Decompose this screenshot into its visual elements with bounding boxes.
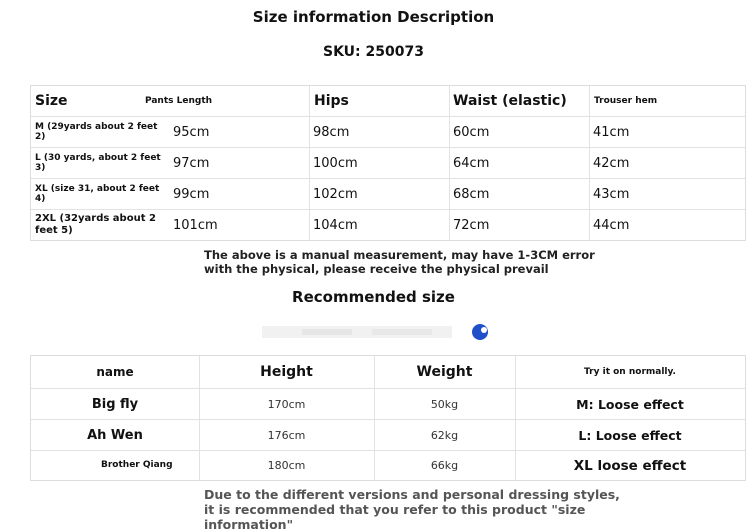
hips-cell: 100cm xyxy=(313,155,358,171)
page-title: Size information Description xyxy=(252,8,495,26)
hips-cell: 98cm xyxy=(313,124,350,140)
measurement-note: The above is a manual measurement, may have 1-3CM error with the physical, please receive the physical prevail xyxy=(204,248,595,276)
height-cell: 170cm xyxy=(267,397,306,411)
header-try-on: Try it on normally. xyxy=(584,367,676,377)
header-trouser-hem: Trouser hem xyxy=(594,96,658,106)
size-cell: L (30 yards, about 2 feet 3) xyxy=(35,153,161,173)
height-cell: 176cm xyxy=(267,428,306,442)
weight-cell: 62kg xyxy=(430,428,459,442)
table-row xyxy=(31,147,745,178)
header-height: Height xyxy=(260,364,313,380)
hem-cell: 43cm xyxy=(593,186,630,202)
header-waist: Waist (elastic) xyxy=(453,93,567,109)
length-cell: 95cm xyxy=(173,124,210,140)
divider xyxy=(515,356,516,480)
waist-cell: 64cm xyxy=(453,155,490,171)
table-row xyxy=(31,419,745,450)
divider xyxy=(449,86,450,240)
divider xyxy=(309,86,310,240)
recommended-table xyxy=(30,355,746,481)
length-cell: 101cm xyxy=(173,217,218,233)
hips-cell: 104cm xyxy=(313,217,358,233)
fit-cell: L: Loose effect xyxy=(578,427,682,443)
waist-cell: 72cm xyxy=(453,217,490,233)
weight-cell: 66kg xyxy=(430,459,459,472)
length-cell: 97cm xyxy=(173,155,210,171)
hem-cell: 42cm xyxy=(593,155,630,171)
sku-label: SKU: 250073 xyxy=(323,44,424,60)
waist-cell: 60cm xyxy=(453,124,490,140)
person-name: Brother Qiang xyxy=(101,460,173,470)
divider xyxy=(199,356,200,480)
header-pants-length: Pants Length xyxy=(145,96,213,106)
header-size: Size xyxy=(35,93,68,109)
decorative-banner xyxy=(262,320,492,344)
weight-cell: 50kg xyxy=(430,397,459,411)
size-cell: XL (size 31, about 2 feet 4) xyxy=(35,184,160,204)
length-cell: 99cm xyxy=(173,186,210,202)
height-cell: 180cm xyxy=(267,459,306,472)
fit-cell: XL loose effect xyxy=(573,457,687,474)
header-name: name xyxy=(96,365,134,379)
person-name: Big fly xyxy=(91,396,139,412)
person-name: Ah Wen xyxy=(87,427,143,443)
hem-cell: 44cm xyxy=(593,217,630,233)
recommended-title: Recommended size xyxy=(292,288,455,306)
recommended-header-row xyxy=(31,356,745,388)
table-row xyxy=(31,178,745,209)
footer-note: Due to the different versions and personal dressing styles, it is recommended that you refer to this product "size information" xyxy=(204,487,620,532)
divider xyxy=(374,356,375,480)
size-table-header-row xyxy=(31,86,745,116)
header-hips: Hips xyxy=(314,93,349,109)
hips-cell: 102cm xyxy=(313,186,358,202)
fit-cell: M: Loose effect xyxy=(576,396,684,412)
header-weight: Weight xyxy=(416,364,473,380)
table-row xyxy=(31,450,745,480)
waist-cell: 68cm xyxy=(453,186,490,202)
hem-cell: 41cm xyxy=(593,124,630,140)
table-row xyxy=(31,209,745,240)
table-row xyxy=(31,116,745,147)
divider xyxy=(589,86,590,240)
size-table xyxy=(30,85,746,241)
size-cell: 2XL (32yards about 2 feet 5) xyxy=(35,213,156,236)
table-row xyxy=(31,388,745,419)
size-cell: M (29yards about 2 feet 2) xyxy=(35,122,158,142)
